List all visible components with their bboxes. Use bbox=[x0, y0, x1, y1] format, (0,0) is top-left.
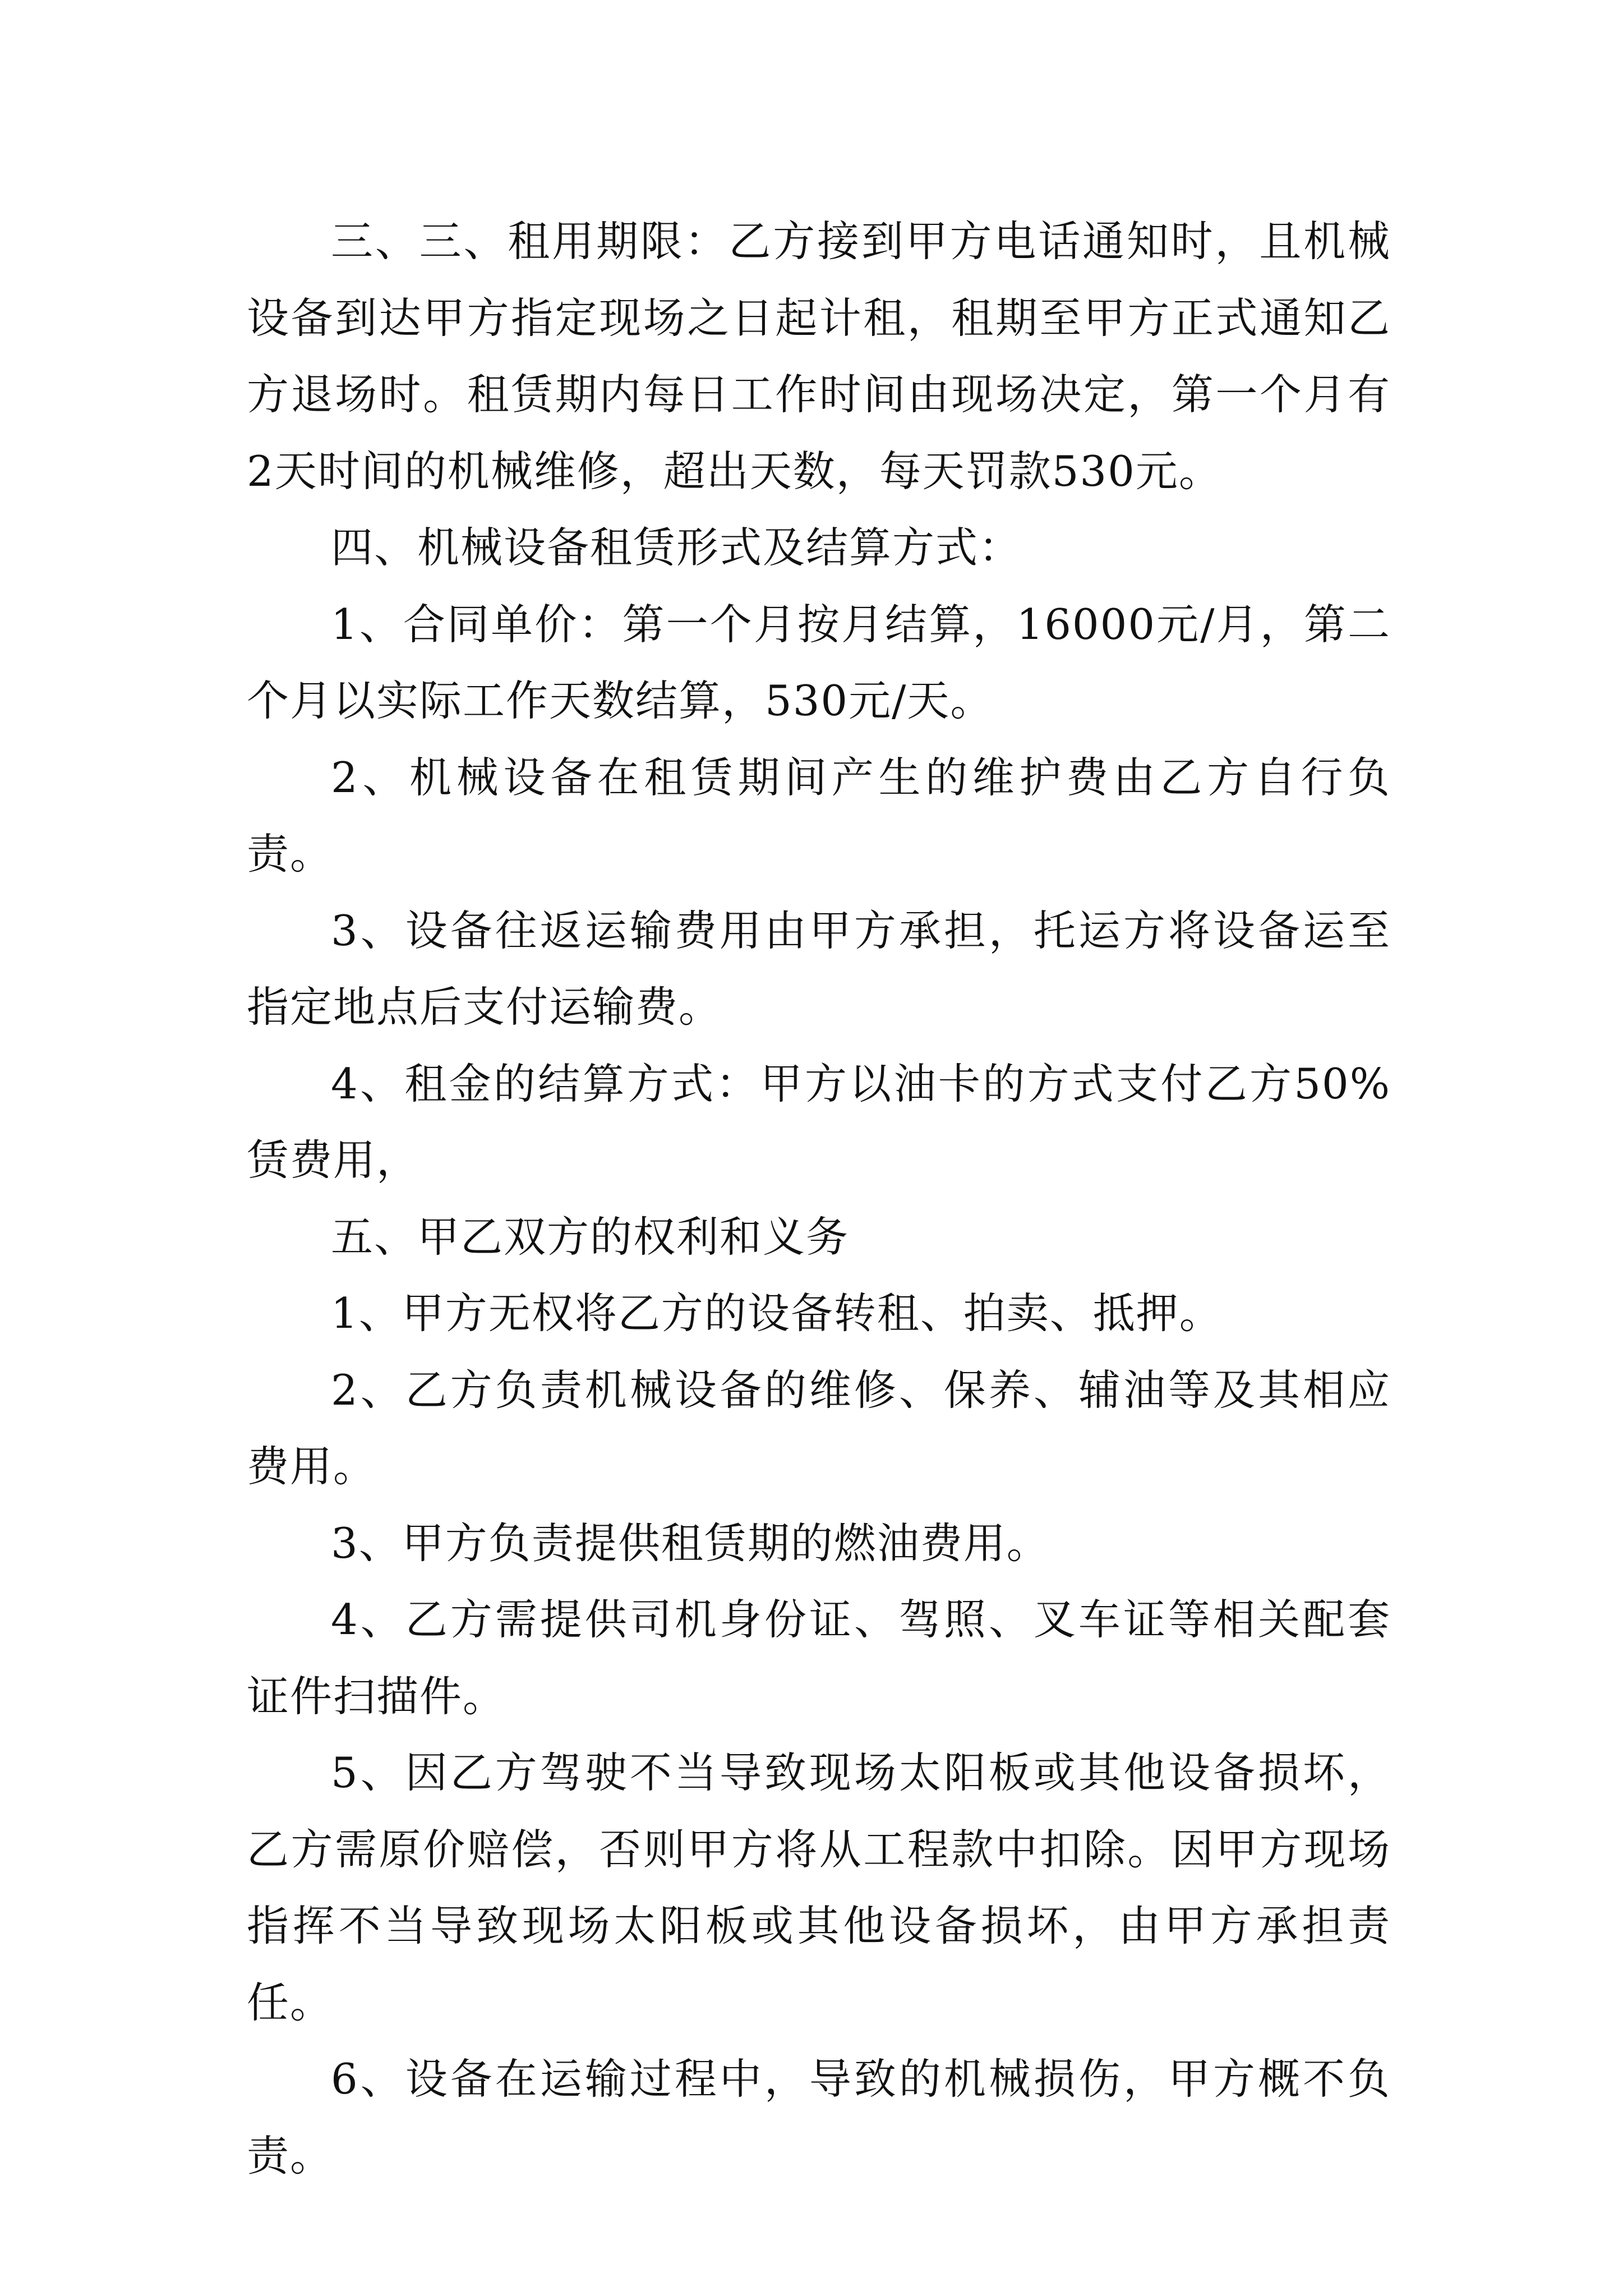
document-body bbox=[247, 203, 1391, 2194]
paragraph-unit-price: 1、合同单价：第一个月按月结算，16000元/月，第二个月以实际工作天数结算，530元/天。 bbox=[247, 599, 1391, 725]
heading-rental-form-settlement: 四、机械设备租赁形式及结算方式： bbox=[331, 523, 1022, 572]
paragraph-transport-cost: 3、设备往返运输费用由甲方承担，托运方将设备运至指定地点后支付运输费。 bbox=[247, 905, 1391, 1032]
paragraph-obligation-4: 4、乙方需提供司机身份证、驾照、叉车证等相关配套证件扫描件。 bbox=[247, 1595, 1391, 1721]
paragraph-settlement-method: 4、租金的结算方式：甲方以油卡的方式支付乙方50%赁费用， bbox=[247, 1059, 1391, 1185]
paragraph-obligation-3: 3、甲方负责提供租赁期的燃油费用。 bbox=[331, 1518, 1050, 1568]
paragraph-obligation-5: 5、因乙方驾驶不当导致现场太阳板或其他设备损坏，乙方需原价赔偿，否则甲方将从工程款中扣除。因甲方现场指挥不当导致现场太阳板或其他设备损坏，由甲方承担责任。 bbox=[247, 1748, 1391, 2027]
paragraph-obligation-1: 1、甲方无权将乙方的设备转租、拍卖、抵押。 bbox=[331, 1289, 1223, 1338]
paragraph-obligation-6: 6、设备在运输过程中，导致的机械损伤，甲方概不负责。 bbox=[247, 2054, 1391, 2180]
paragraph-rental-period: 三、三、租用期限：乙方接到甲方电话通知时，且机械设备到达甲方指定现场之日起计租，租期至甲方正式通知乙方退场时。租赁期内每日工作时间由现场决定，第一个月有2天时间的机械维修，超出天数，每天罚款530元。 bbox=[247, 217, 1391, 496]
heading-rights-obligations: 五、甲乙双方的权利和义务 bbox=[331, 1212, 850, 1262]
paragraph-obligation-2: 2、乙方负责机械设备的维修、保养、辅油等及其相应费用。 bbox=[247, 1365, 1391, 1491]
paragraph-maintenance-cost: 2、机械设备在租赁期间产生的维护费由乙方自行负责。 bbox=[247, 752, 1391, 878]
